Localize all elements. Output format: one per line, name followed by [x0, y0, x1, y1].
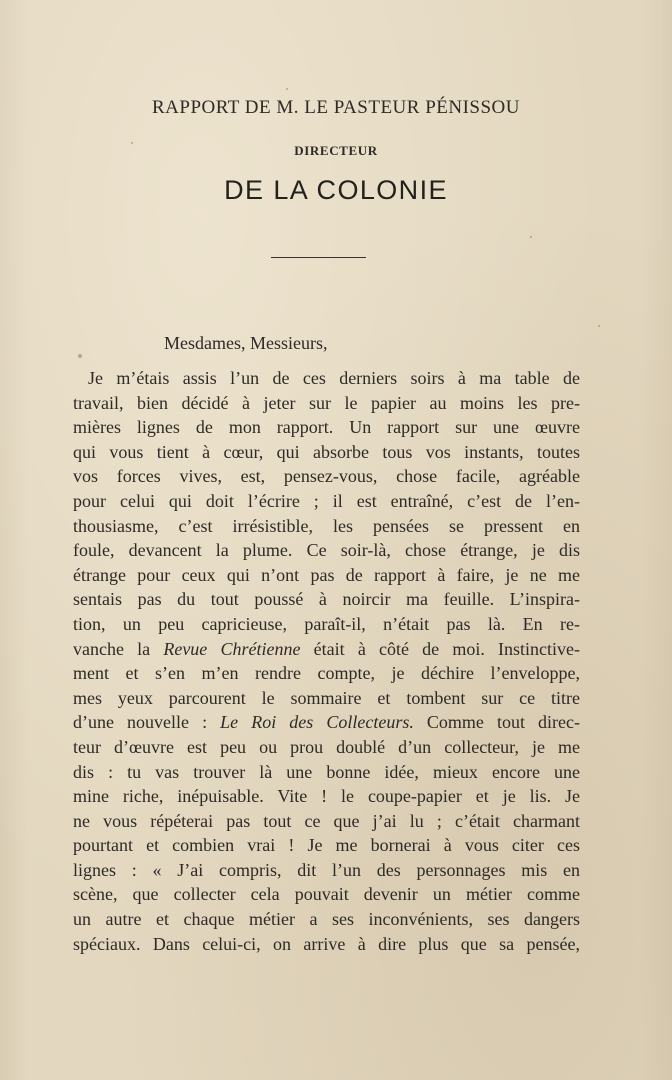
text-run: pourtant et combien vrai ! Je me bornerai à vous citer ces: [73, 835, 580, 856]
text-line: [73, 489, 580, 514]
text-run: était à côté de moi. Instinctive-: [300, 638, 580, 659]
report-title: DE LA COLONIE: [224, 175, 448, 205]
text-line: [73, 538, 580, 563]
italic-title: Revue Chrétienne: [163, 638, 301, 659]
text-run: lignes : « J’ai compris, dit l’un des personnages mis en: [73, 859, 580, 880]
text-run: vos forces vives, est, pensez-vous, chose facile, agréable: [73, 466, 580, 487]
paper-speck: [530, 236, 532, 238]
text-run: dis : tu vas trouver là une bonne idée, mieux encore une: [73, 761, 580, 782]
text-run: vanche la: [73, 638, 164, 659]
paper-speck: [286, 88, 288, 90]
text-line: [73, 809, 580, 834]
text-run: spéciaux. Dans celui-ci, on arrive à dire plus que sa pensée,: [73, 933, 580, 954]
text-line: [73, 514, 580, 539]
text-line: [73, 415, 580, 440]
text-run: Je m’étais assis l’un de ces derniers soirs à ma table de: [88, 368, 580, 388]
text-run: pour celui qui doit l’écrire ; il est entraîné, c’est de l’en-: [73, 490, 580, 511]
salutation: Mesdames, Messieurs,: [164, 333, 328, 353]
text-run: ne vous répéterai pas tout ce que j’ai lu ; c’était charmant: [73, 810, 580, 831]
text-run: travail, bien décidé à jeter sur le papier au moins les pre-: [73, 392, 580, 413]
text-line: [73, 391, 580, 416]
report-heading: RAPPORT DE M. LE PASTEUR PÉNISSOU: [152, 97, 520, 118]
text-run: mières lignes de mon rapport. Un rapport sur une œuvre: [73, 417, 580, 438]
text-line: [73, 760, 580, 785]
paper-speck: [598, 325, 600, 327]
text-run: ment et s’en m’en rendre compte, je déchire l’enveloppe,: [73, 663, 580, 684]
text-run: Comme tout direc-: [413, 712, 581, 733]
text-line: [73, 907, 580, 932]
text-run: mine riche, inépuisable. Vite ! le coupe-papier et je lis. Je: [73, 786, 580, 807]
paper-speck: [131, 142, 133, 144]
body-paragraph: [73, 366, 580, 956]
text-run: tion, un peu capricieuse, paraît-il, n’était pas là. En re-: [73, 613, 580, 634]
text-run: un autre et chaque métier a ses inconvénients, ses dangers: [73, 909, 580, 930]
text-line: [73, 710, 580, 735]
text-line: [73, 464, 580, 489]
report-subheading: DIRECTEUR: [294, 143, 378, 158]
text-run: scène, que collecter cela pouvait devenir un métier comme: [73, 884, 580, 905]
text-run: étrange pour ceux qui n’ont pas de rapport à faire, je ne me: [73, 564, 580, 585]
text-run: thousiasme, c’est irrésistible, les pensées se pressent en: [73, 515, 580, 536]
text-line: [73, 858, 580, 883]
text-run: sentais pas du tout poussé à noircir ma feuille. L’inspira-: [73, 589, 580, 610]
text-line: [73, 932, 580, 957]
text-line: [73, 563, 580, 588]
paper-speck: [78, 354, 82, 358]
text-line: [73, 735, 580, 760]
text-line: [73, 833, 580, 858]
text-line: [73, 440, 580, 465]
text-line: [73, 661, 580, 686]
text-run: qui vous tient à cœur, qui absorbe tous vos instants, toutes: [73, 441, 580, 462]
text-line: [73, 882, 580, 907]
text-line: [73, 784, 580, 809]
text-line: [73, 686, 580, 711]
text-run: teur d’œuvre est peu ou prou doublé d’un collecteur, je me: [73, 736, 580, 757]
italic-title: Le Roi des Collecteurs.: [220, 712, 414, 733]
text-run: foule, devancent la plume. Ce soir-là, chose étrange, je dis: [73, 540, 580, 561]
text-run: d’une nouvelle :: [73, 712, 221, 733]
text-line: [73, 637, 580, 662]
text-line: [73, 612, 580, 637]
text-line: [73, 366, 580, 391]
text-line: [73, 587, 580, 612]
text-run: mes yeux parcourent le sommaire et tombent sur ce titre: [73, 687, 580, 708]
title-divider: [271, 257, 366, 258]
